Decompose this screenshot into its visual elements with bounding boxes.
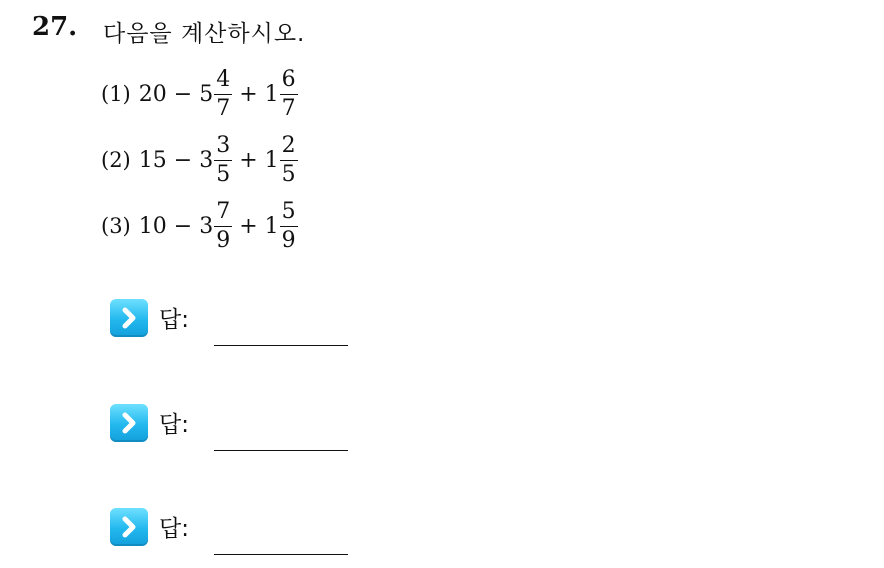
plus-sign: +: [239, 213, 258, 239]
mixed-whole-2: 1: [264, 213, 279, 239]
chevron-right-icon: [110, 299, 148, 337]
answer-label: 답:: [159, 412, 189, 438]
chevron-right-icon: [110, 404, 148, 442]
problem-label: (2): [101, 148, 131, 172]
denominator: 5: [216, 161, 231, 187]
minuend: 15: [138, 147, 167, 173]
denominator: 9: [281, 227, 296, 253]
denominator: 9: [216, 227, 231, 253]
denominator: 7: [281, 95, 296, 121]
question-instruction: 다음을 계산하시오.: [103, 21, 306, 47]
numerator: 5: [280, 201, 298, 227]
denominator: 7: [216, 95, 231, 121]
answer-label: 답:: [159, 516, 189, 542]
fraction-2: [280, 132, 298, 187]
numerator: 2: [280, 135, 298, 161]
problem-label: (3): [101, 214, 131, 238]
mixed-whole-2: 1: [264, 81, 279, 107]
plus-sign: +: [239, 81, 258, 107]
problem-2: [101, 130, 298, 190]
chevron-right-icon: [110, 508, 148, 546]
answer-blank[interactable]: [214, 554, 348, 555]
numerator: 3: [214, 135, 232, 161]
minus-sign: −: [173, 147, 193, 173]
minus-sign: −: [173, 213, 193, 239]
fraction-1: [214, 198, 232, 253]
question-number: 27.: [32, 12, 78, 42]
minus-sign: −: [173, 81, 193, 107]
fraction-2: [280, 66, 298, 121]
answer-label: 답:: [159, 307, 189, 333]
problem-3: [101, 196, 298, 256]
fraction-1: [214, 132, 232, 187]
numerator: 4: [214, 69, 232, 95]
problem-label: (1): [101, 82, 131, 106]
fraction-1: [214, 66, 232, 121]
plus-sign: +: [239, 147, 258, 173]
denominator: 5: [281, 161, 296, 187]
numerator: 7: [214, 201, 232, 227]
minuend: 20: [138, 81, 167, 107]
answer-blank[interactable]: [214, 450, 348, 451]
problem-1: [101, 64, 298, 124]
numerator: 6: [280, 69, 298, 95]
mixed-whole-1: 5: [199, 81, 214, 107]
minuend: 10: [138, 213, 167, 239]
mixed-whole-1: 3: [199, 147, 214, 173]
mixed-whole-1: 3: [199, 213, 214, 239]
answer-blank[interactable]: [214, 345, 348, 346]
fraction-2: [280, 198, 298, 253]
mixed-whole-2: 1: [264, 147, 279, 173]
